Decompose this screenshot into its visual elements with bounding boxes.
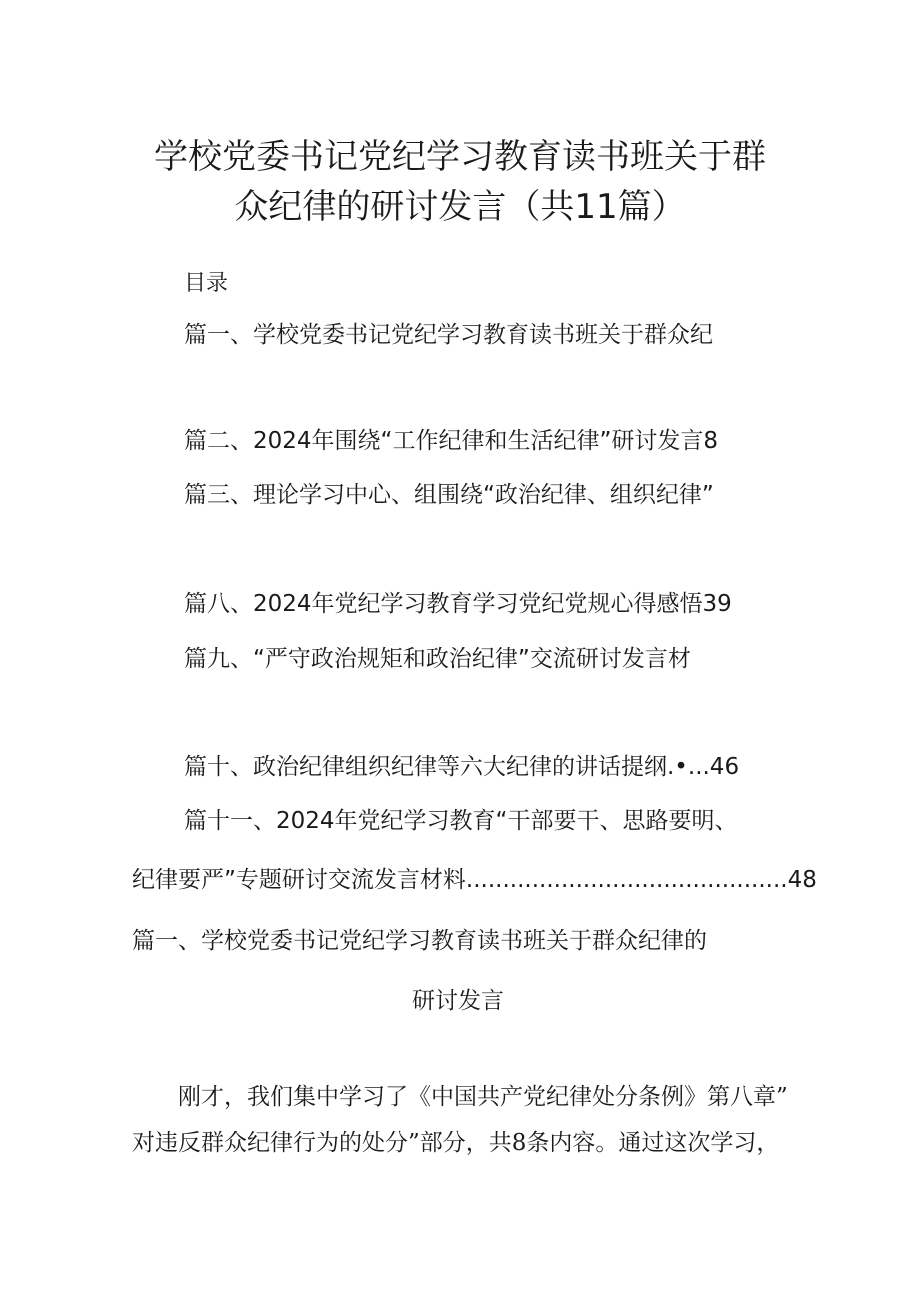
toc-heading: 目录 [184,271,229,296]
toc-item-2: 篇二、2024年围绕“工作纪律和生活纪律”研讨发言8 [184,428,718,454]
toc-item-11: 篇十一、2024年党纪学习教育“干部要干、思路要明、 [184,808,738,834]
toc-item-9: 篇九、“严守政治规矩和政治纪律”交流研讨发言材 [184,646,691,672]
toc-item-10: 篇十、政治纪律组织纪律等六大纪律的讲话提纲.•...46 [184,754,740,780]
title-line-2: 众纪律的研讨发言（共11篇） [234,187,686,227]
section-heading-continued: 研讨发言 [412,988,504,1014]
section-heading: 篇一、学校党委书记党纪学习教育读书班关于群众纪律的 [132,928,707,954]
toc-item-3: 篇三、理论学习中心、组围绕“政治纪律、组织纪律” [184,482,714,508]
body-paragraph-line-1: 刚才，我们集中学习了《中国共产党纪律处分条例》第八章” [178,1084,788,1110]
title-line-1: 学校党委书记党纪学习教育读书班关于群 [154,137,766,177]
document-title [100,132,820,232]
toc-item-11-continued: 纪律要严”专题研讨交流发言材料............................................48 [132,867,817,893]
toc-item-1: 篇一、学校党委书记党纪学习教育读书班关于群众纪 [184,322,713,348]
toc-item-8: 篇八、2024年党纪学习教育学习党纪党规心得感悟39 [184,591,732,617]
body-paragraph-line-2: 对违反群众纪律行为的处分”部分，共8条内容。通过这次学习， [132,1130,780,1156]
